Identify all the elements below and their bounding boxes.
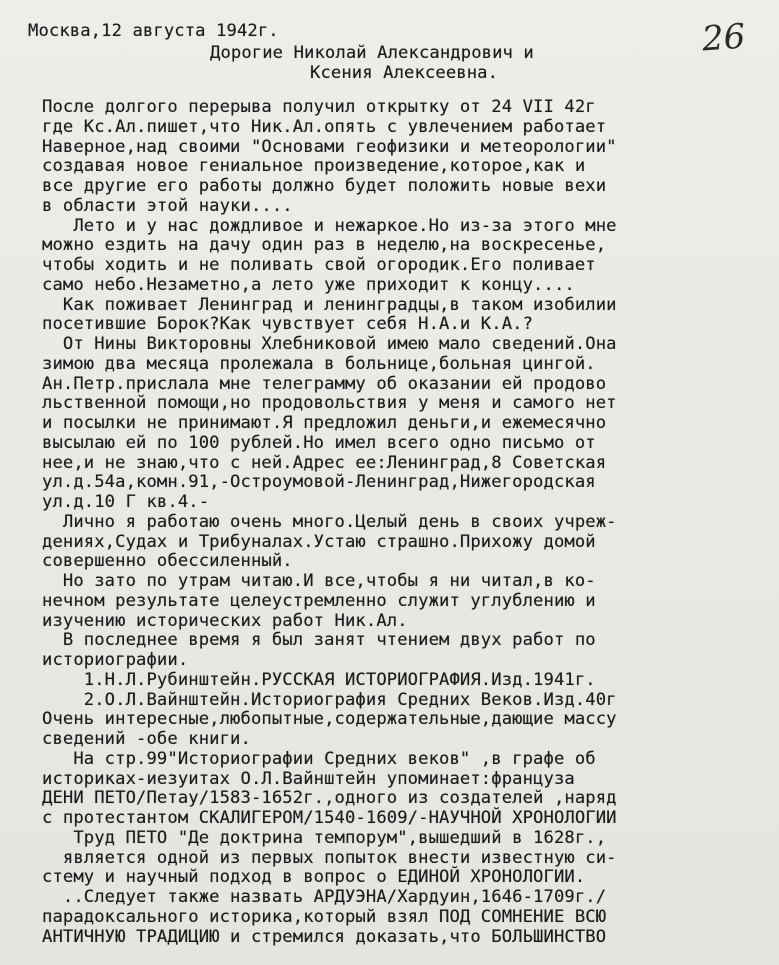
text-line: историографии. [42,650,189,670]
text-line: Как поживает Ленинград и ленинградцы,в таком изобилии [42,294,617,315]
text-line: льственной помощи,но продовольствия у меня и самого нет [42,393,617,414]
text-line: изучению исторических работ Ник.Ал. [42,610,408,631]
text-line: Дорогие Николай Александрович и [210,43,534,63]
text-line: Труд ПЕТО "Де доктрина темпорум",вышедший в 1628г., [42,827,607,848]
text-line: ДЕНИ ПЕТО/Петау/1583-1652г.,одного из создателей ,наряд [42,788,617,809]
text-line: Но зато по утрам читаю.И все,чтобы я ни читал,в ко- [42,571,596,591]
text-line: Ан.Петр.прислала мне телеграмму об оказании ей продово [42,373,607,394]
text-line: парадоксального историка,который взял ПОД СОМНЕНИЕ ВСЮ [42,906,607,927]
page-number: 26 [700,16,747,60]
text-line: высылаю ей по 100 рублей.Но имел всего одно письмо от [42,432,596,453]
text-line: 1.Н.Л.Рубинштейн.РУССКАЯ ИСТОРИОГРАФИЯ.Изд.1941г. [42,669,596,690]
text-line: нечном результате целеустремленно служит углублению и [42,590,596,611]
text-line: совершенно обессиленный. [42,551,293,572]
text-line: Наверное,над своими "Основами геофизики и метеорологии" [42,136,617,157]
text-line: является одной из первых попыток внести известную си- [42,847,617,868]
text-line: посетившие Борок?Как чувствует себя Н.А.и К.А.? [42,314,534,335]
text-line: историках-иезуитах О.Л.Вайнштейн упоминает:француза [42,768,575,789]
text-line: После долгого перерыва получил открытку от 24 VII 42г [42,97,596,117]
text-line: в области этой науки.... [42,195,293,216]
text-line: и посылки не принимают.Я предложил деньги,и ежемесячно [42,413,607,433]
text-line: ул.д.54а,комн.91,-Остроумовой-Ленинград,Нижегородская [42,472,596,493]
text-line: ул.д.10 Г кв.4.- [42,492,210,512]
text-line: дениях,Судах и Трибуналах.Устаю страшно.Прихожу домой [42,531,596,552]
text-line: Лето и у нас дождливое и нежаркое.Но из-за этого мне [42,215,617,236]
text-line: все другие его работы должно будет положить новые вехи [42,176,607,196]
text-line: Ксения Алексеевна. [310,63,499,83]
text-line: зимою два месяца пролежала в больнице,больная цингой. [42,353,596,374]
text-line: создавая новое гениальное произведение,которое,как и [42,156,586,177]
text-line: чтобы ходить и не поливать свой огородик.Его поливает [42,255,596,275]
text-line: АНТИЧНУЮ ТРАДИЦИЮ и стремился доказать,что БОЛЬШИНСТВО [42,926,607,947]
text-line: можно ездить на дачу один раз в неделю,на воскресенье, [42,235,607,256]
text-line: ..Следует также назвать АРДУЭНА/Хардуин,1646-1709г./ [42,887,607,907]
text-line: От Нины Викторовны Хлебниковой имею мало сведений.Она [42,334,617,354]
text-line: В последнее время я был занят чтением двух работ по [42,630,596,651]
text-line: 2.О.Л.Вайнштейн.Историография Средних Веков.Изд.40г [42,689,617,710]
text-line: Очень интересные,любопытные,содержательные,дающие массу [42,709,617,730]
text-line: Москва,12 августа 1942г. [28,21,279,41]
text-line: Лично я работаю очень много.Целый день в своих учреж- [42,511,617,532]
text-line: где Кс.Ал.пишет,что Ник.Ал.опять с увлечением работает [42,116,607,137]
text-line: с протестантом СКАЛИГЕРОМ/1540-1609/-НАУЧНОЙ ХРОНОЛОГИИ [42,808,617,828]
text-line: сведений -обе книги. [42,729,251,749]
text-line: На стр.99"Историографии Средних веков" ,в графе об [42,748,596,769]
text-line: само небо.Незаметно,а лето уже приходит к концу.... [42,274,575,295]
text-line: стему и научный подход в вопрос о ЕДИНОЙ ХРОНОЛОГИИ. [42,867,586,888]
text-line: нее,и не знаю,что с ней.Адрес ее:Ленинград,8 Советская [42,452,607,473]
